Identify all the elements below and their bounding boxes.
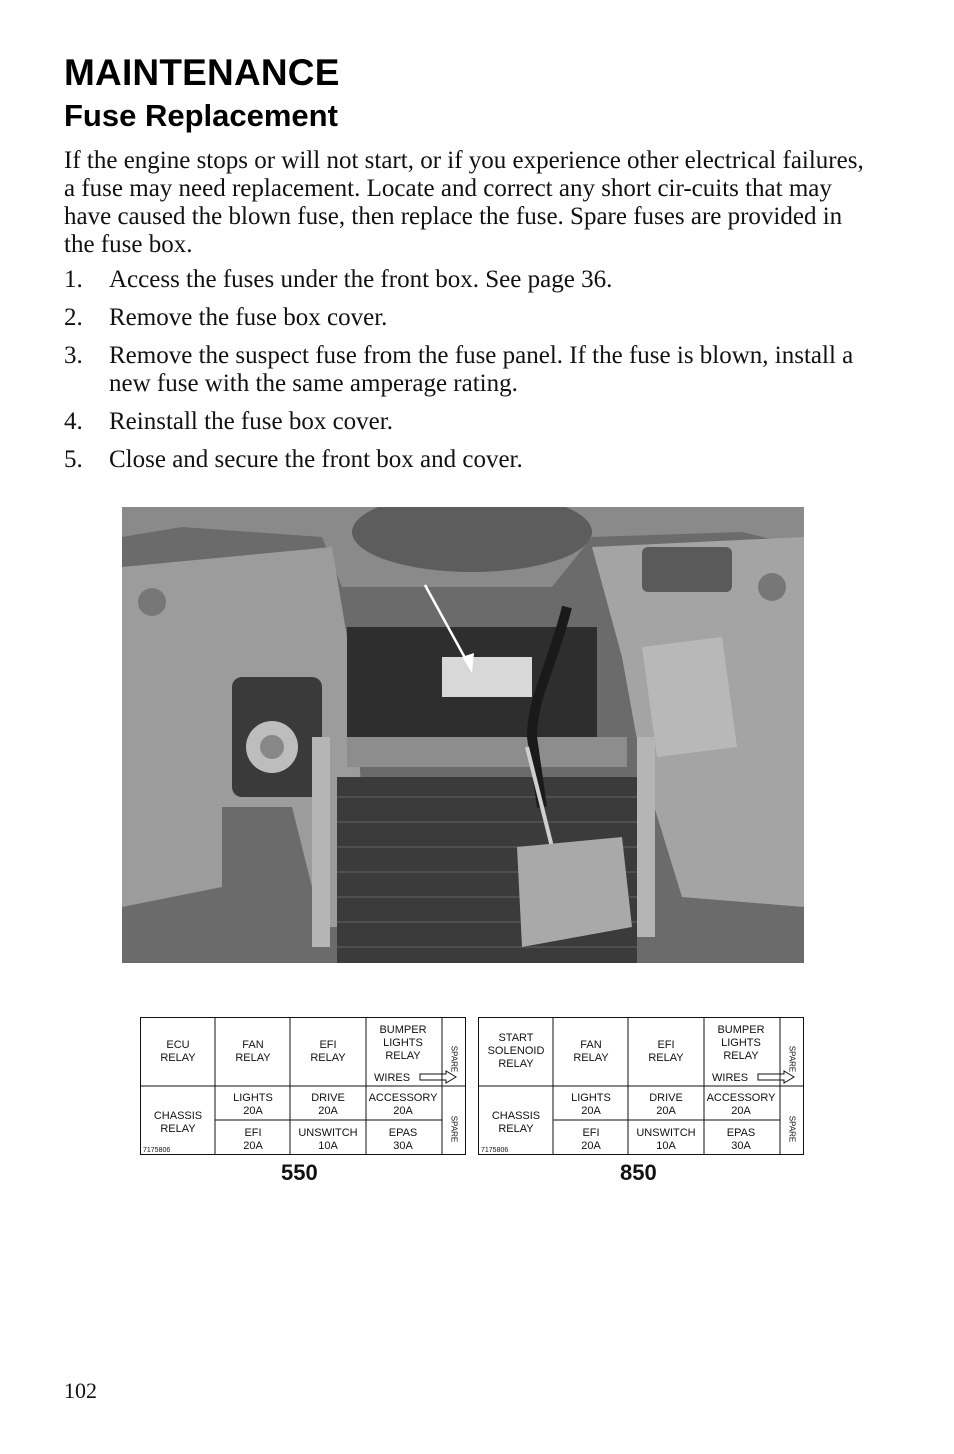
step-text: Close and secure the front box and cover. <box>109 446 523 473</box>
fuse-cell-label: LIGHTS <box>383 1037 423 1049</box>
wires-label: WIRES <box>712 1072 749 1084</box>
fuse-cell-label: DRIVE <box>311 1092 345 1104</box>
step-text: Remove the suspect fuse from the fuse panel. If the fuse is blown, install a new fuse with the same amperage rating. <box>109 342 854 397</box>
fuse-cell-label: RELAY <box>160 1123 196 1135</box>
fuse-cell-label: CHASSIS <box>491 1110 541 1122</box>
spare-label: SPARE <box>449 1045 459 1073</box>
spare-label: SPARE <box>787 1045 797 1073</box>
fuse-rating: 20A <box>656 1105 676 1117</box>
fuse-rating: 30A <box>393 1140 413 1152</box>
fuse-cell-label: SOLENOID <box>487 1045 545 1057</box>
fuse-cell-label: START <box>498 1032 534 1044</box>
fuse-panel-850 <box>478 1017 806 1156</box>
spare-label: SPARE <box>449 1115 459 1143</box>
fuse-cell-label: LIGHTS <box>571 1092 611 1104</box>
fuse-cell-label: ACCESSORY <box>368 1092 438 1104</box>
fuse-cell-label: EFI <box>657 1039 675 1051</box>
fuse-cell-label: UNSWITCH <box>298 1127 358 1139</box>
fuse-cell-label: RELAY <box>498 1123 534 1135</box>
step-text: Access the fuses under the front box. See page 36. <box>109 266 613 293</box>
fuse-cell-label: LIGHTS <box>233 1092 273 1104</box>
step-number: 1. <box>64 266 83 293</box>
fuse-cell-label: DRIVE <box>649 1092 683 1104</box>
fuse-cell-label: RELAY <box>385 1050 421 1062</box>
fuse-rating: 20A <box>243 1105 263 1117</box>
step-number: 5. <box>64 446 83 473</box>
step-text: Reinstall the fuse box cover. <box>109 408 393 435</box>
fuse-cell-label: RELAY <box>648 1052 684 1064</box>
step-number: 4. <box>64 408 83 435</box>
intro-paragraph: If the engine stops or will not start, or if you experience other electrical failures, a fuse may need replacement. Locate and correct any short cir-cuits that may have caused the blown fuse, then replace the fuse. Spare fuses are provided in the fuse box. <box>64 147 864 258</box>
section-title: MAINTENANCE <box>64 52 340 93</box>
step-number: 3. <box>64 342 83 369</box>
fuse-cell-label: EFI <box>244 1127 262 1139</box>
fuse-rating: 10A <box>656 1140 676 1152</box>
fuse-rating: 20A <box>243 1140 263 1152</box>
step-text: Remove the fuse box cover. <box>109 304 388 331</box>
list-item <box>64 342 864 398</box>
fuse-cell-label: FAN <box>242 1039 264 1051</box>
fuse-cell-label: EPAS <box>726 1127 756 1139</box>
fuse-rating: 20A <box>318 1105 338 1117</box>
fuse-rating: 10A <box>318 1140 338 1152</box>
steps-list <box>64 266 864 484</box>
fuse-rating: 20A <box>731 1105 751 1117</box>
fuse-rating: 30A <box>731 1140 751 1152</box>
part-number: 7175806 <box>143 1147 171 1154</box>
fuse-cell-label: ACCESSORY <box>706 1092 776 1104</box>
page-number: 102 <box>64 1378 97 1403</box>
fuse-cell-label: EFI <box>319 1039 337 1051</box>
fuse-cell-label: RELAY <box>723 1050 759 1062</box>
fuse-panel-550 <box>140 1017 468 1156</box>
fuse-rating: 20A <box>393 1105 413 1117</box>
fuse-cell-label: ECU <box>166 1039 190 1051</box>
fuse-panel-caption: 550 <box>281 1160 318 1185</box>
list-item <box>64 304 864 332</box>
fuse-cell-label: BUMPER <box>717 1024 765 1036</box>
fuse-cell-label: BUMPER <box>379 1024 427 1036</box>
fuse-rating: 20A <box>581 1105 601 1117</box>
fuse-rating: 20A <box>581 1140 601 1152</box>
fuse-cell-label: RELAY <box>498 1058 534 1070</box>
fuse-cell-label: EFI <box>582 1127 600 1139</box>
fuse-cell-label: CHASSIS <box>153 1110 203 1122</box>
fuse-box-photo <box>122 507 804 963</box>
step-number: 2. <box>64 304 83 331</box>
fuse-cell-label: LIGHTS <box>721 1037 761 1049</box>
page-title: Fuse Replacement <box>64 98 338 133</box>
fuse-panel-caption: 850 <box>620 1160 657 1185</box>
spare-label: SPARE <box>787 1115 797 1143</box>
wires-label: WIRES <box>374 1072 411 1084</box>
list-item <box>64 266 864 294</box>
list-item <box>64 408 864 436</box>
fuse-cell-label: EPAS <box>388 1127 418 1139</box>
fuse-cell-label: RELAY <box>573 1052 609 1064</box>
photo-illustration <box>122 507 804 963</box>
fuse-cell-label: RELAY <box>235 1052 271 1064</box>
part-number: 7175806 <box>481 1147 509 1154</box>
list-item <box>64 446 864 474</box>
fuse-cell-label: RELAY <box>160 1052 196 1064</box>
fuse-cell-label: FAN <box>580 1039 602 1051</box>
fuse-cell-label: UNSWITCH <box>636 1127 696 1139</box>
fuse-cell-label: RELAY <box>310 1052 346 1064</box>
